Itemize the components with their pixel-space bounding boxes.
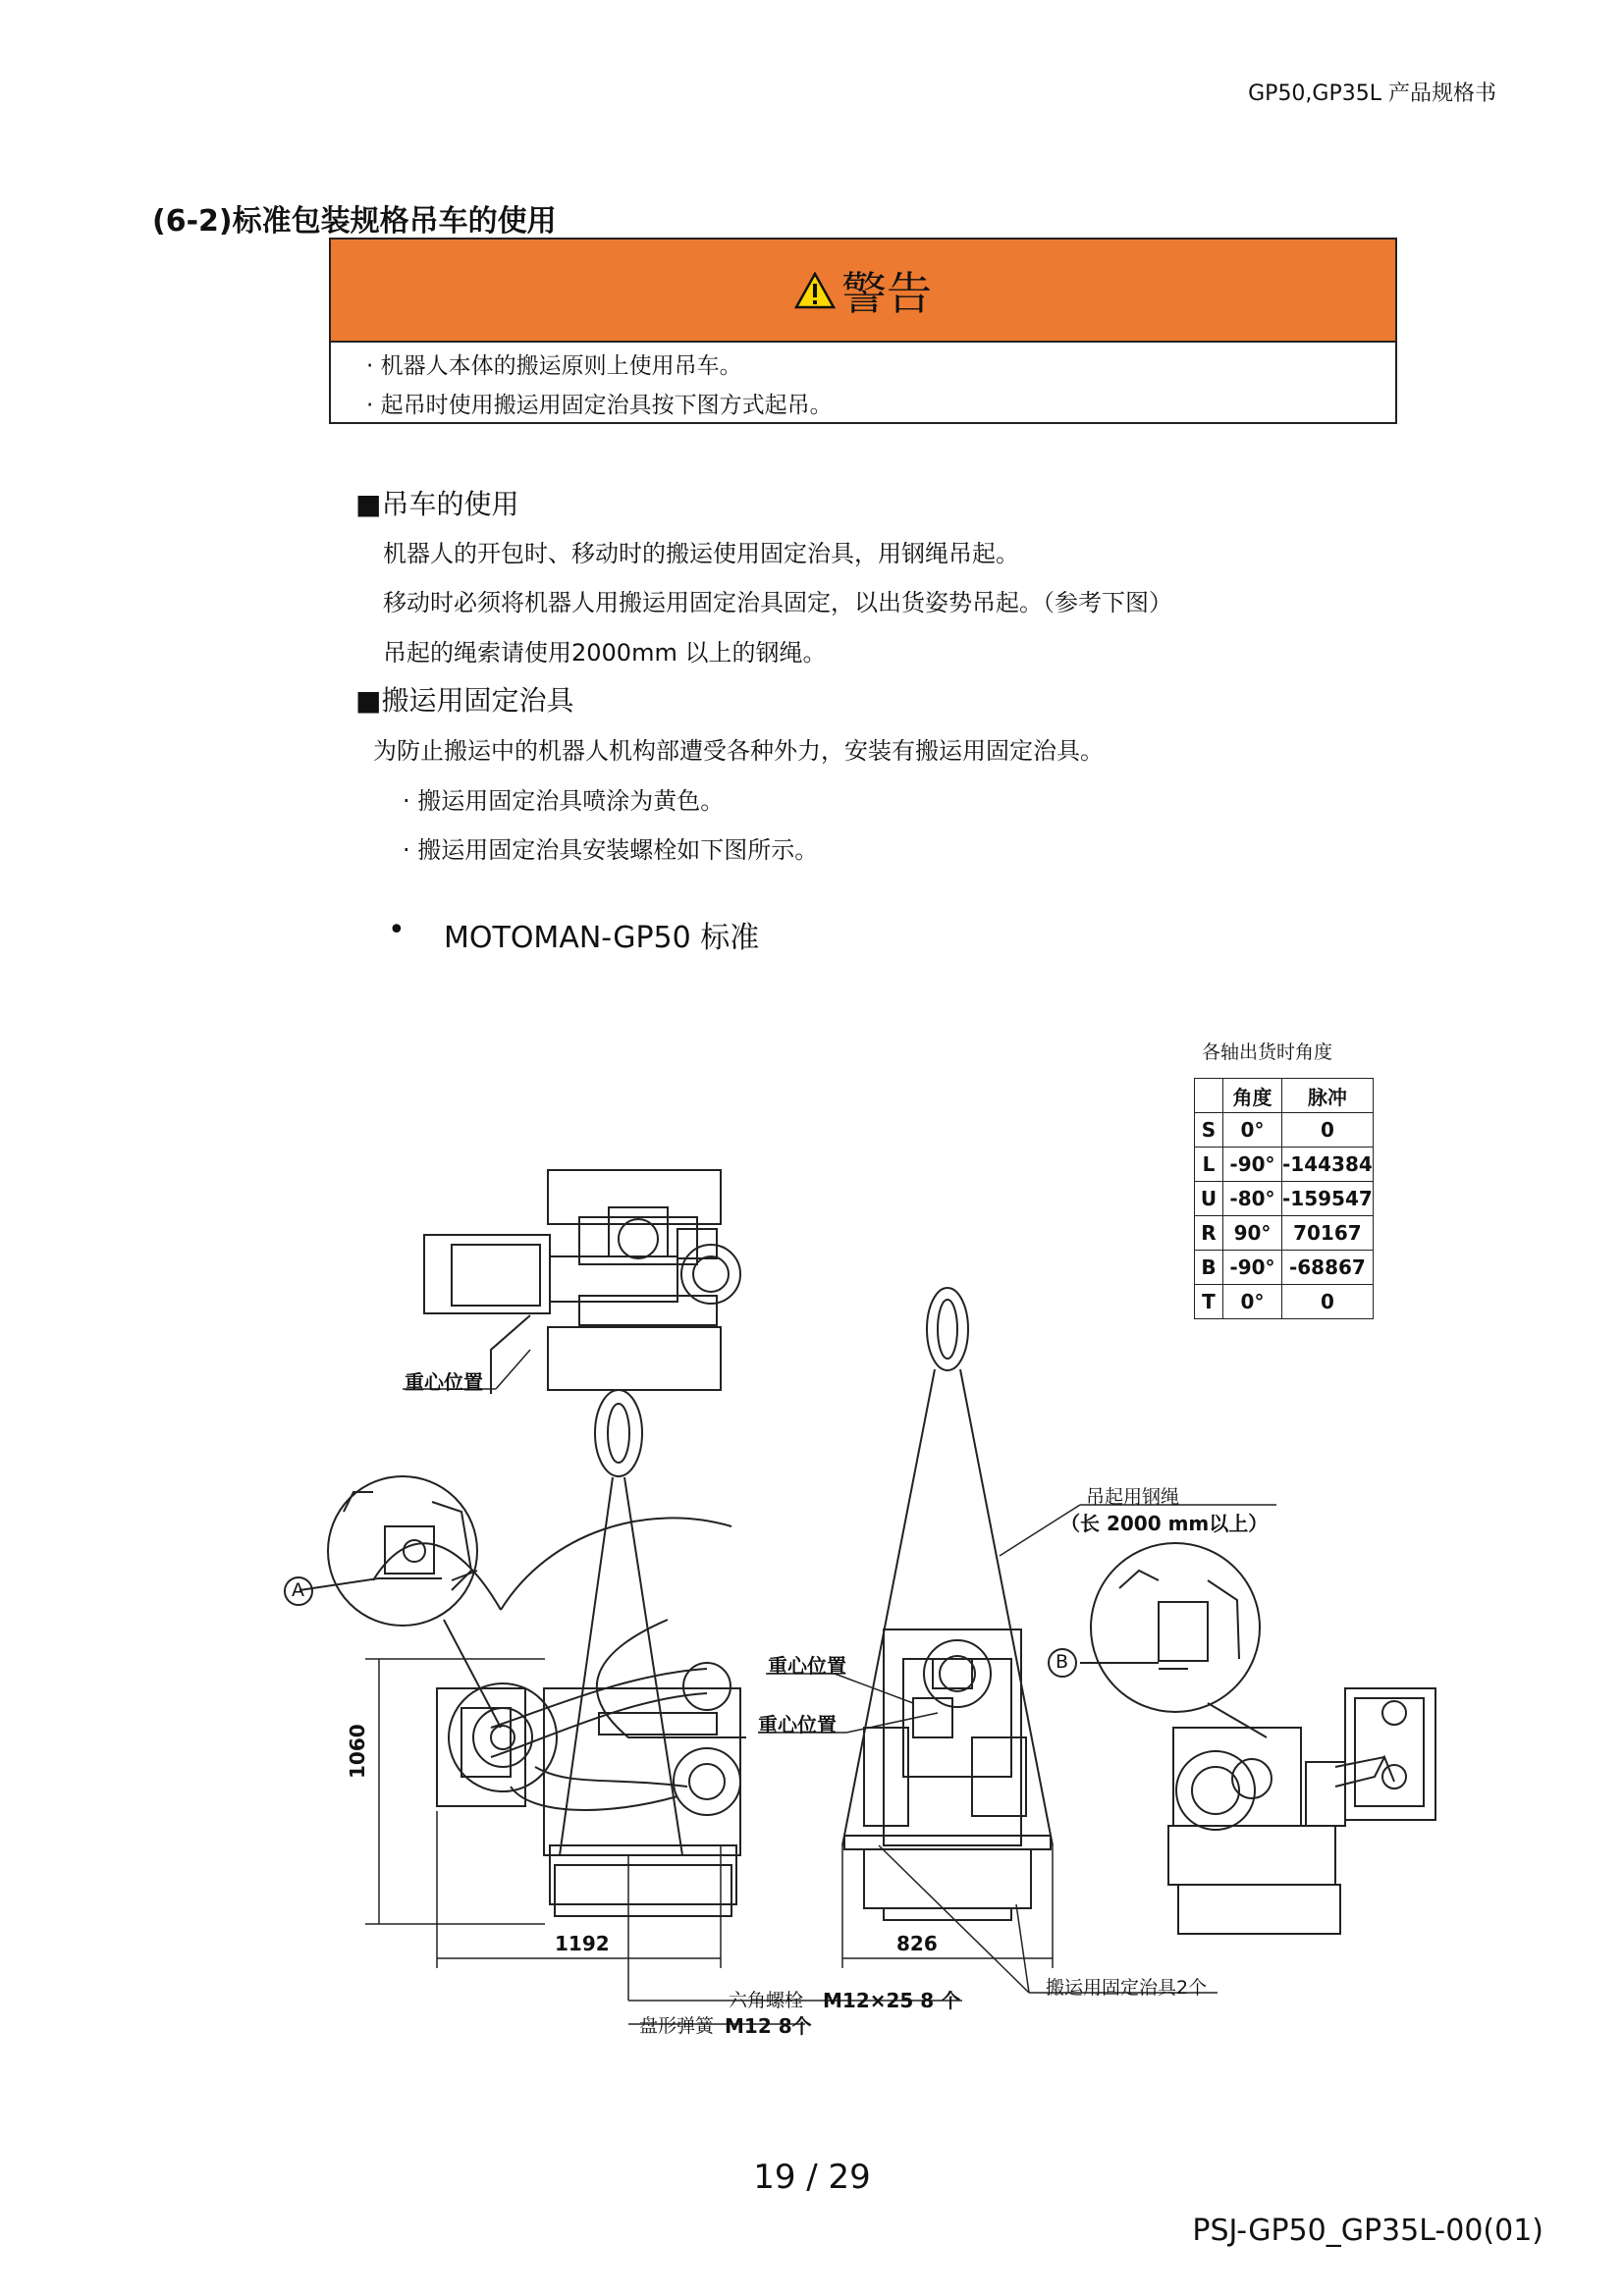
- pulse-cell: 70167: [1282, 1216, 1374, 1251]
- angle-cell: 0°: [1223, 1285, 1282, 1319]
- pulse-cell: -68867: [1282, 1251, 1374, 1285]
- axis-cell: L: [1195, 1148, 1223, 1182]
- model-bullet: •: [388, 913, 406, 947]
- pulse-cell: -144384: [1282, 1148, 1374, 1182]
- model-title: MOTOMAN-GP50 标准: [444, 921, 760, 955]
- detail-a-figure: [299, 1476, 501, 1728]
- page-number: 19 / 29: [753, 2158, 871, 2197]
- axis-cell: U: [1195, 1182, 1223, 1216]
- detail-b-figure: [1080, 1543, 1267, 1737]
- axis-cell: T: [1195, 1285, 1223, 1319]
- angle-table-caption: 各轴出货时角度: [1202, 1041, 1333, 1063]
- page-header: GP50,GP35L 产品规格书: [1248, 81, 1496, 106]
- axis-cell: S: [1195, 1113, 1223, 1148]
- cog-label-1: 重心位置: [768, 1654, 846, 1678]
- right-view-robot-figure: [1168, 1688, 1435, 1934]
- angle-cell: 0°: [1223, 1113, 1282, 1148]
- cog-label-top: 重心位置: [405, 1370, 483, 1394]
- crane-para-3: 吊起的绳索请使用2000mm 以上的钢绳。: [383, 639, 827, 667]
- warning-line-2: · 起吊时使用搬运用固定治具按下图方式起吊。: [366, 393, 833, 418]
- fixture-bullet-1: · 搬运用固定治具喷涂为黄色。: [403, 787, 725, 815]
- angle-cell: -80°: [1223, 1182, 1282, 1216]
- document-code: PSJ-GP50_GP35L-00(01): [1192, 2214, 1543, 2248]
- axis-cell: B: [1195, 1251, 1223, 1285]
- top-view-robot-figure: [424, 1170, 740, 1394]
- cog-label-2: 重心位置: [758, 1713, 837, 1736]
- angle-cell: -90°: [1223, 1148, 1282, 1182]
- washer-label-value: M12 8个: [725, 2014, 812, 2038]
- pulse-cell: 0: [1282, 1113, 1374, 1148]
- dim-width-2-label: 826: [896, 1932, 938, 1955]
- fixture-count-label: 搬运用固定治具2个: [1046, 1977, 1208, 1999]
- angle-cell: -90°: [1223, 1251, 1282, 1285]
- fixture-para-1: 为防止搬运中的机器人机构部遭受各种外力，安装有搬运用固定治具。: [373, 737, 1104, 765]
- bolt-label-value: M12×25 8 个: [823, 1989, 961, 2012]
- rope-label-2: （长 2000 mm以上）: [1060, 1512, 1269, 1535]
- table-header-cell: 角度: [1223, 1079, 1282, 1113]
- angle-cell: 90°: [1223, 1216, 1282, 1251]
- warning-line-1: · 机器人本体的搬运原则上使用吊车。: [366, 353, 742, 379]
- rope-label-1: 吊起用钢绳: [1086, 1486, 1180, 1508]
- crane-para-1: 机器人的开包时、移动时的搬运使用固定治具，用钢绳吊起。: [383, 540, 1019, 567]
- section-title: (6-2)标准包装规格吊车的使用: [152, 204, 557, 239]
- dim-height-label: 1060: [346, 1724, 369, 1779]
- pulse-cell: 0: [1282, 1285, 1374, 1319]
- pulse-cell: -159547: [1282, 1182, 1374, 1216]
- warning-title: 警告: [841, 266, 932, 320]
- washer-label-prefix: 盘形弹簧: [639, 2015, 715, 2037]
- fixture-heading: ■搬运用固定治具: [355, 684, 574, 717]
- axis-cell: R: [1195, 1216, 1223, 1251]
- detail-a-letter: A: [292, 1579, 304, 1601]
- center-view-robot-figure: [842, 1288, 1053, 1920]
- table-header-cell: 脉冲: [1282, 1079, 1374, 1113]
- crane-para-2: 移动时必须将机器人用搬运用固定治具固定，以出货姿势吊起。（参考下图）: [383, 589, 1172, 616]
- detail-b-letter: B: [1056, 1651, 1069, 1673]
- left-view-robot-figure: [373, 1390, 746, 1916]
- crane-heading: ■吊车的使用: [355, 488, 519, 520]
- bolt-label-prefix: 六角螺栓: [729, 1990, 804, 2011]
- dim-width-1-label: 1192: [555, 1932, 610, 1955]
- fixture-bullet-2: · 搬运用固定治具安装螺栓如下图所示。: [403, 836, 819, 864]
